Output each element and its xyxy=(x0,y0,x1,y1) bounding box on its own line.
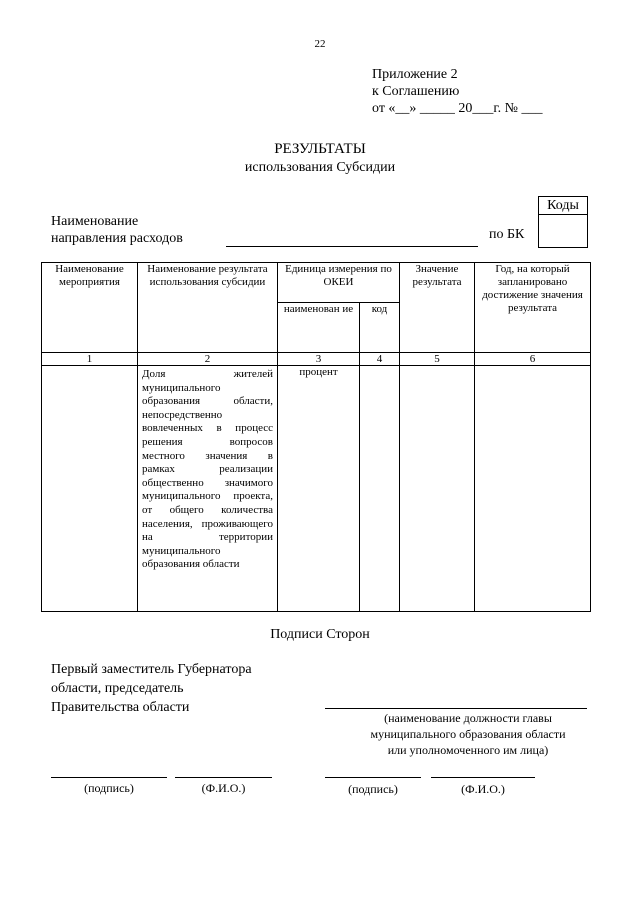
left-signer-title xyxy=(51,660,252,717)
column-number: 4 xyxy=(360,353,400,366)
cell-unit-code xyxy=(360,366,400,612)
cell-unit-name: процент xyxy=(278,366,360,612)
left-signer-title-line-1: Первый заместитель Губернатора xyxy=(51,662,252,677)
cell-value xyxy=(400,366,475,612)
right-fio-line xyxy=(431,777,535,778)
results-table xyxy=(41,262,591,612)
column-number: 2 xyxy=(138,353,278,366)
column-number: 5 xyxy=(400,353,475,366)
appendix-line-2: к Соглашению xyxy=(372,84,460,99)
appendix-line-1: Приложение 2 xyxy=(372,67,458,82)
left-signature-line xyxy=(51,777,167,778)
right-signature-caption: (подпись) xyxy=(348,782,398,796)
header-unit-group: Единица измерения по ОКЕИ xyxy=(278,263,400,303)
page-number: 22 xyxy=(314,38,326,50)
cell-year xyxy=(475,366,591,612)
direction-fill-line xyxy=(226,246,478,247)
cell-event xyxy=(42,366,138,612)
column-number: 6 xyxy=(475,353,591,366)
header-unit-name: наименован ие xyxy=(278,303,360,353)
signatures-heading: Подписи Сторон xyxy=(270,627,370,642)
left-fio-line xyxy=(175,777,272,778)
codes-box xyxy=(538,196,588,248)
right-fio-caption: (Ф.И.О.) xyxy=(461,782,505,796)
document-subtitle: использования Субсидии xyxy=(244,160,396,175)
column-number: 1 xyxy=(42,353,138,366)
header-event: Наименование мероприятия xyxy=(42,263,138,353)
direction-label xyxy=(51,213,183,247)
right-caption-line-1: (наименование должности главы xyxy=(384,711,552,725)
header-year: Год, на который запланировано достижение значения результата xyxy=(475,263,591,353)
bk-label: по БК xyxy=(489,227,525,242)
appendix-header xyxy=(372,66,542,117)
header-result: Наименование результата использования субсидии xyxy=(138,263,278,353)
right-caption-line-2: муниципального образования области xyxy=(370,727,566,741)
right-signature-line xyxy=(325,777,421,778)
left-signer-title-line-3: Правительства области xyxy=(51,700,190,715)
right-position-caption xyxy=(320,710,616,758)
left-signature-caption: (подпись) xyxy=(84,781,134,795)
table-row xyxy=(42,366,591,612)
left-signer-title-line-2: области, председатель xyxy=(51,681,184,696)
left-fio-caption: (Ф.И.О.) xyxy=(201,781,246,795)
direction-label-line-2: направления расходов xyxy=(51,231,183,246)
appendix-line-3: от «__» _____ 20___г. № ___ xyxy=(372,101,543,116)
column-number: 3 xyxy=(278,353,360,366)
right-position-line xyxy=(325,708,587,709)
header-value: Значение результата xyxy=(400,263,475,353)
cell-result: Доля жителей муниципального образования области, непосредственно вовлеченных в процесс решения вопросов местного значения в рамках реализации общественно значимого муниципального проекта, от общего количества населения, проживающего на территории муниципального образования области xyxy=(138,366,278,612)
header-unit-code: код xyxy=(360,303,400,353)
right-caption-line-3: или уполномоченного им лица) xyxy=(387,743,549,757)
column-numbers-row xyxy=(42,353,591,366)
document-title: РЕЗУЛЬТАТЫ xyxy=(274,141,366,157)
direction-label-line-1: Наименование xyxy=(51,214,139,229)
codes-label: Коды xyxy=(539,197,587,215)
